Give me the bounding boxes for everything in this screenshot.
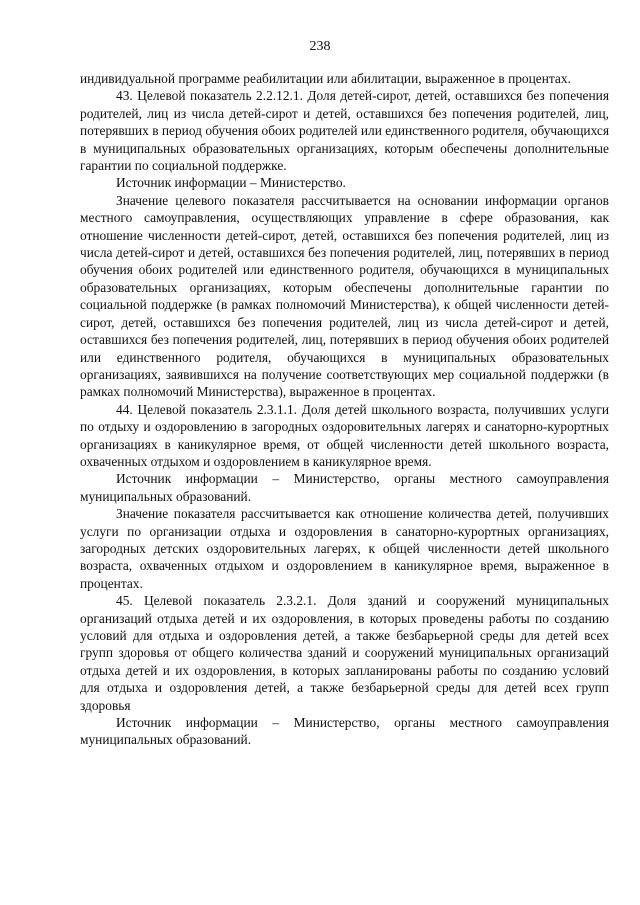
paragraph-source-44: Источник информации – Министерство, органы местного самоуправления муниципальных образований. [80, 471, 609, 504]
paragraph-source-45: Источник информации – Министерство, органы местного самоуправления муниципальных образований. [80, 715, 609, 748]
paragraph-indicator-43: 43. Целевой показатель 2.2.12.1. Доля детей-сирот, детей, оставшихся без попечения родителей, лиц из числа детей-сирот и детей, оставшихся без попечения родителей, лиц, потерявших в период обучения обоих родителей или единственного родителя, обучающихся в муниципальных образовательных организациях, которым обеспечены дополнительные гарантии по социальной поддержке. [80, 88, 609, 174]
paragraph-indicator-45: 45. Целевой показатель 2.3.2.1. Доля зданий и сооружений муниципальных организаций отдыха детей и их оздоровления, в которых проведены работы по созданию условий для отдыха и оздоровления детей, а также безбарьерной среды для детей всех групп здоровья от общего количества зданий и сооружений муниципальных организаций отдыха детей и их оздоровления, в которых запланированы работы по созданию условий для отдыха и оздоровления детей, а также безбарьерной среды для детей всех групп здоровья [80, 593, 609, 713]
paragraph-calculation-43: Значение целевого показателя рассчитывается на основании информации органов местного самоуправления, осуществляющих управление в сфере образования, как отношение численности детей-сирот, детей, оставшихся без попечения родителей, лиц из числа детей-сирот и детей, оставшихся без попечения родителей, лиц, потерявших в период обучения обоих родителей или единственного родителя, обучающихся в муниципальных образовательных организациях, которым обеспечены дополнительные гарантии по социальной поддержке (в рамках полномочий Министерства), к общей численности детей-сирот, детей, оставшихся без попечения родителей, лиц из числа детей-сирот и детей, оставшихся без попечения родителей, лиц, потерявших в период обучения обоих родителей или единственного родителя, обучающихся в муниципальных образовательных организациях, заявившихся на получение соответствующих мер социальной поддержки (в рамках полномочий Министерства), выраженное в процентах. [80, 192, 609, 400]
paragraph-source-43: Источник информации – Министерство. [116, 175, 346, 191]
paragraph-continuation: индивидуальной программе реабилитации или абилитации, выраженное в процентах. [80, 71, 571, 86]
paragraph-indicator-44: 44. Целевой показатель 2.3.1.1. Доля детей школьного возраста, получивших услуги по отдыху и оздоровлению в загородных оздоровительных лагерях и санаторно-курортных организациях в каникулярное время, от общей численности детей школьного возраста, охваченных отдыхом и оздоровлением в каникулярное время. [80, 401, 609, 469]
paragraph-calculation-44: Значение показателя рассчитывается как отношение количества детей, получивших услуги по организации отдыха и оздоровления в санаторно-курортных организациях, загородных детских оздоровительных лагерях, к общей численности детей школьного возраста, охваченных отдыхом и оздоровлением в каникулярное время, выраженное в процентах. [80, 506, 609, 591]
document-body [80, 70, 609, 749]
page-number: 238 [309, 39, 331, 54]
